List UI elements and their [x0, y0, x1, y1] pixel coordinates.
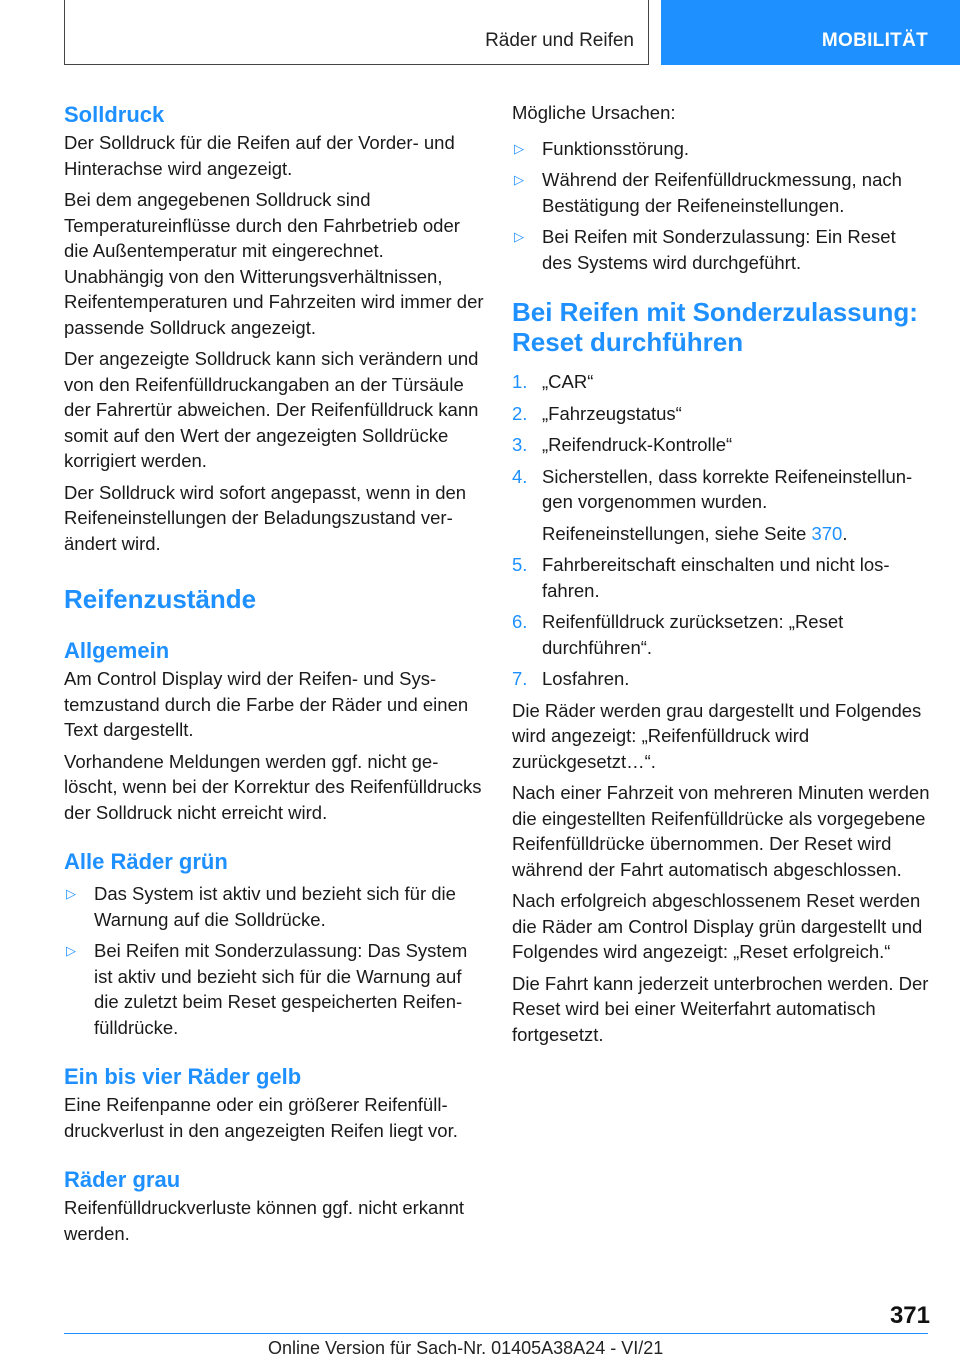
paragraph: Nach einer Fahrzeit von mehreren Minuten werden die eingestellten Reifenfülldrücke als vorgegebene Reifenfülldrücke übernommen. Der Reset wird während der Fahrt automatisch abgeschlossen. — [512, 782, 930, 880]
step-item: 5. Fahrbereitschaft einschalten und nicht losfahren. — [512, 554, 890, 601]
triangle-bullet-icon: ▷ — [514, 229, 524, 244]
left-column — [64, 100, 484, 1252]
paragraph: Der angezeigte Solldruck kann sich verändern und von den Reifenfülldruckangaben an der Türsäule der Fahrertür abweichen. Der Reifenfülldruck kann somit auf den Wert der angezeigten Solldrücke korrigiert werden. — [64, 348, 479, 471]
heading-reset-durchfuehren: Bei Reifen mit Sonderzulassung: Reset durchführen — [512, 297, 918, 357]
step-item: 6. Reifenfülldruck zurücksetzen: „Reset durchführen“. — [512, 611, 844, 658]
heading-raeder-gelb: Ein bis vier Räder gelb — [64, 1064, 302, 1089]
paragraph: Der Solldruck wird sofort angepasst, wenn in den Reifeneinstellungen der Beladungszustand verändert wird. — [64, 481, 467, 554]
footer-divider — [64, 1333, 928, 1334]
page-reference-link[interactable]: 370 — [811, 522, 843, 544]
triangle-bullet-icon: ▷ — [66, 943, 76, 958]
paragraph-ursachen-label: Mögliche Ursachen: — [512, 102, 676, 123]
paragraph: Nach erfolgreich abgeschlossenem Reset werden die Räder am Control Display grün dargestellt und Folgendes wird angezeigt: „Reset erfolgreich.“ — [512, 890, 923, 962]
triangle-bullet-icon: ▷ — [514, 140, 524, 156]
list-item: ▷ Das System ist aktiv und bezieht sich für die Warnung auf die Solldrücke. — [66, 883, 456, 930]
page-number: 371 — [889, 1302, 930, 1329]
step-item: 4. Sicherstellen, dass korrekte Reifeneinstellungen vorgenommen wurden. — [512, 465, 913, 512]
paragraph: Vorhandene Meldungen werden ggf. nicht gelöscht, wenn bei der Korrektur des Reifenfülldrucks der Solldruck nicht erreicht wird. — [64, 750, 482, 823]
triangle-bullet-icon: ▷ — [514, 172, 524, 187]
step-item: 2. „Fahrzeugstatus“ — [512, 402, 682, 424]
right-column — [512, 100, 930, 1053]
footer-text: Online Version für Sach-Nr. 01405A38A24 - VI/21 — [268, 1338, 664, 1358]
header-section-title: Räder und Reifen — [485, 30, 634, 51]
step-item: 3. „Reifendruck-Kontrolle“ — [512, 434, 733, 455]
triangle-bullet-icon: ▷ — [66, 886, 76, 901]
paragraph: Der Solldruck für die Reifen auf der Vorder- und Hinterachse wird angezeigt. — [64, 132, 455, 179]
heading-alle-raeder-gruen: Alle Räder grün — [64, 849, 228, 874]
list-item: ▷ Funktionsstörung. — [512, 136, 930, 162]
paragraph: Bei dem angegebenen Solldruck sind Temperatureinflüsse durch den Fahrbetrieb oder die Außentemperatur mit eingerechnet. Unabhängig von den Witterungsverhältnissen, Reifentemperaturen und Fahrzeiten wird immer der passende Solldruck angezeigt. — [64, 189, 484, 338]
step-item: 1. „CAR“ — [512, 371, 594, 392]
heading-allgemein: Allgemein — [64, 638, 170, 663]
list-item: ▷ Bei Reifen mit Sonderzulassung: Ein Reset des Systems wird durchgeführt. — [514, 226, 896, 273]
header-chapter-label: MOBILITÄT — [821, 30, 928, 51]
heading-solldruck: Solldruck — [64, 102, 165, 127]
heading-raeder-grau: Räder grau — [64, 1167, 181, 1192]
list-item: ▷ Bei Reifen mit Sonderzulassung: Das System ist aktiv und bezieht sich für die Warnung auf die zuletzt beim Reset gespeicherten Reifenfülldrücke. — [66, 940, 468, 1038]
step-item: 7. Losfahren. — [512, 668, 630, 689]
step-reference: Reifeneinstellungen, siehe Seite 370. — [542, 522, 848, 544]
paragraph: Reifenfülldruckverluste können ggf. nicht erkannt werden. — [64, 1197, 465, 1244]
header-chapter-tab — [661, 0, 960, 65]
list-item: ▷ Während der Reifenfülldruckmessung, nach Bestätigung der Reifeneinstellungen. — [514, 169, 902, 216]
header-section-box — [64, 0, 649, 65]
paragraph: Eine Reifenpanne oder ein größerer Reifenfülldruckverlust in den angezeigten Reifen liegt vor. — [64, 1094, 458, 1141]
paragraph: Die Räder werden grau dargestellt und Folgendes wird angezeigt: „Reifenfülldruck wird zurückgesetzt…“. — [512, 699, 922, 772]
paragraph: Am Control Display wird der Reifen- und Systemzustand durch die Farbe der Räder und einen Text dargestellt. — [64, 668, 469, 740]
heading-reifenzustaende: Reifenzustände — [64, 584, 257, 614]
paragraph: Die Fahrt kann jederzeit unterbrochen werden. Der Reset wird bei einer Weiterfahrt automatisch fortgesetzt. — [512, 972, 929, 1045]
